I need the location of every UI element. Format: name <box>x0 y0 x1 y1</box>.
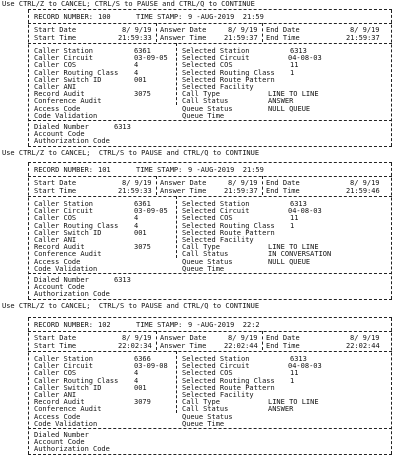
caller-divider <box>28 120 392 121</box>
time-stamp-label: TIME STAMP: <box>136 13 183 21</box>
caller-switch-id-label: Caller Switch ID <box>34 228 102 237</box>
access-code-label: Access Code <box>34 257 81 266</box>
end-time-label: End Time <box>266 187 300 195</box>
end-time: 21:59:37 <box>346 34 380 42</box>
end-date-label: End Date <box>266 179 300 187</box>
selected-cos: 11 <box>290 214 299 223</box>
date-col-divider <box>262 331 263 350</box>
dialed-number-label: Dialed Number <box>34 123 89 131</box>
caller-circuit: 03-09-08 <box>134 362 168 371</box>
access-code-label: Access Code <box>34 104 81 113</box>
caller-cos: 4 <box>134 214 139 223</box>
caller-station: 6366 <box>134 355 151 363</box>
caller-ani-label: Caller ANI <box>34 83 77 91</box>
authorization-code-label: Authorization Code <box>34 290 110 298</box>
caller-station-label: Caller Station <box>34 200 94 208</box>
call-status-label: Call Status <box>182 250 229 259</box>
call-record <box>28 317 392 455</box>
selected-routing-class: 1 <box>290 68 295 77</box>
start-time: 22:02:34 <box>118 342 152 350</box>
end-time-label: End Time <box>266 342 300 350</box>
record-audit: 3075 <box>134 243 151 252</box>
authorization-code-label: Authorization Code <box>34 137 110 145</box>
start-time-label: Start Time <box>34 187 77 195</box>
answer-time: 21:59:37 <box>224 187 258 195</box>
queue-time-label: Queue Time <box>182 264 225 273</box>
queue-time-label: Queue Time <box>182 111 225 120</box>
end-time: 21:59:46 <box>346 187 380 195</box>
answer-date: 8/ 9/19 <box>228 26 258 34</box>
record-right-border <box>391 318 392 454</box>
answer-date-label: Answer Date <box>160 179 207 187</box>
end-time-label: End Time <box>266 34 300 42</box>
selected-circuit-label: Selected Circuit <box>182 362 250 371</box>
code-validation-label: Code Validation <box>34 264 98 273</box>
record-left-border <box>28 163 29 299</box>
caller-selected-divider <box>176 43 177 105</box>
selected-circuit-label: Selected Circuit <box>182 54 250 63</box>
end-time: 22:02:44 <box>346 342 380 350</box>
caller-circuit-label: Caller Circuit <box>34 207 94 216</box>
caller-station: 6361 <box>134 47 151 55</box>
call-status: IN CONVERSATION <box>268 250 332 259</box>
start-time: 21:59:33 <box>118 187 152 195</box>
selected-routing-class-label: Selected Routing Class <box>182 221 275 230</box>
caller-routing-class: 4 <box>134 221 139 230</box>
selected-cos: 11 <box>290 369 299 378</box>
call-type-label: Call Type <box>182 243 220 252</box>
conference-audit-label: Conference Audit <box>34 250 102 259</box>
dialed-number-label: Dialed Number <box>34 431 89 439</box>
selected-circuit: 04-08-03 <box>288 54 322 63</box>
call-status-label: Call Status <box>182 405 229 414</box>
record-number-label: RECORD NUMBER: <box>34 166 94 174</box>
caller-routing-class-label: Caller Routing Class <box>34 221 119 230</box>
selected-cos: 11 <box>290 61 299 70</box>
caller-switch-id: 001 <box>134 75 147 84</box>
selected-routing-class: 1 <box>290 376 295 385</box>
start-date: 8/ 9/19 <box>122 179 152 187</box>
record-audit: 3075 <box>134 90 151 99</box>
dates-divider <box>28 351 392 352</box>
queue-status-label: Queue Status <box>182 257 233 266</box>
time-stamp: 9 -AUG-2019 21:59 <box>188 166 264 174</box>
authorization-code-label: Authorization Code <box>34 445 110 453</box>
caller-station-label: Caller Station <box>34 355 94 363</box>
call-record <box>28 162 392 300</box>
call-status: ANSWER <box>268 97 294 106</box>
conference-audit-label: Conference Audit <box>34 97 102 106</box>
record-audit-label: Record Audit <box>34 243 85 252</box>
caller-routing-class-label: Caller Routing Class <box>34 376 119 385</box>
start-time: 21:59:33 <box>118 34 152 42</box>
caller-routing-class-label: Caller Routing Class <box>34 68 119 77</box>
caller-station-label: Caller Station <box>34 47 94 55</box>
record-right-border <box>391 10 392 146</box>
selected-cos-label: Selected COS <box>182 61 233 70</box>
record-audit-label: Record Audit <box>34 90 85 99</box>
selected-cos-label: Selected COS <box>182 369 233 378</box>
caller-cos: 4 <box>134 61 139 70</box>
account-code-label: Account Code <box>34 130 85 138</box>
end-date-label: End Date <box>266 26 300 34</box>
caller-selected-divider <box>176 351 177 413</box>
record-number-label: RECORD NUMBER: <box>34 321 94 329</box>
dates-divider <box>28 196 392 197</box>
start-date-label: Start Date <box>34 179 77 187</box>
start-date-label: Start Date <box>34 26 77 34</box>
call-status: ANSWER <box>268 405 294 414</box>
selected-route-pattern-label: Selected Route Pattern <box>182 383 275 392</box>
end-date: 8/ 9/19 <box>350 179 380 187</box>
answer-date: 8/ 9/19 <box>228 179 258 187</box>
selected-station: 6313 <box>290 47 307 55</box>
answer-time-label: Answer Time <box>160 34 207 42</box>
record-number: 100 <box>98 13 111 21</box>
start-time-label: Start Time <box>34 342 77 350</box>
selected-facility-label: Selected Facility <box>182 83 254 91</box>
conference-audit-label: Conference Audit <box>34 405 102 414</box>
code-validation-label: Code Validation <box>34 111 98 120</box>
caller-switch-id: 001 <box>134 228 147 237</box>
caller-ani-label: Caller ANI <box>34 391 77 399</box>
end-date: 8/ 9/19 <box>350 334 380 342</box>
call-status-label: Call Status <box>182 97 229 106</box>
selected-route-pattern-label: Selected Route Pattern <box>182 228 275 237</box>
caller-ani-label: Caller ANI <box>34 236 77 244</box>
caller-station: 6361 <box>134 200 151 208</box>
queue-status-label: Queue Status <box>182 104 233 113</box>
caller-divider <box>28 428 392 429</box>
record-audit-label: Record Audit <box>34 398 85 407</box>
control-hint: Use CTRL/Z to CANCEL; CTRL/S to PAUSE and CTRL/Q to CONTINUE <box>2 0 255 8</box>
start-date: 8/ 9/19 <box>122 334 152 342</box>
date-col-divider <box>262 176 263 195</box>
caller-cos-label: Caller COS <box>34 61 77 70</box>
queue-status: NULL QUEUE <box>268 104 311 113</box>
date-col-divider <box>156 23 157 42</box>
control-hint: Use CTRL/Z to CANCEL; CTRL/S to PAUSE and CTRL/Q to CONTINUE <box>2 302 260 310</box>
selected-routing-class: 1 <box>290 221 295 230</box>
caller-circuit: 03-09-05 <box>134 207 168 216</box>
control-hint: Use CTRL/Z to CANCEL; CTRL/S to PAUSE and CTRL/Q to CONTINUE <box>2 149 260 157</box>
access-code-label: Access Code <box>34 412 81 421</box>
queue-status: NULL QUEUE <box>268 257 311 266</box>
selected-route-pattern-label: Selected Route Pattern <box>182 75 275 84</box>
record-audit: 3079 <box>134 398 151 407</box>
account-code-label: Account Code <box>34 438 85 446</box>
answer-time-label: Answer Time <box>160 187 207 195</box>
caller-routing-class: 4 <box>134 68 139 77</box>
call-type: LINE TO LINE <box>268 243 319 252</box>
time-stamp-label: TIME STAMP: <box>136 321 183 329</box>
selected-circuit: 04-08-03 <box>288 362 322 371</box>
time-stamp: 9 -AUG-2019 21:59 <box>188 13 264 21</box>
record-left-border <box>28 10 29 146</box>
caller-circuit-label: Caller Circuit <box>34 362 94 371</box>
caller-circuit-label: Caller Circuit <box>34 54 94 63</box>
account-code-label: Account Code <box>34 283 85 291</box>
time-stamp-label: TIME STAMP: <box>136 166 183 174</box>
record-number: 101 <box>98 166 111 174</box>
start-date: 8/ 9/19 <box>122 26 152 34</box>
caller-circuit: 03-09-05 <box>134 54 168 63</box>
record-number: 102 <box>98 321 111 329</box>
date-col-divider <box>156 176 157 195</box>
record-left-border <box>28 318 29 454</box>
selected-circuit: 04-08-03 <box>288 207 322 216</box>
caller-routing-class: 4 <box>134 376 139 385</box>
answer-date-label: Answer Date <box>160 26 207 34</box>
caller-selected-divider <box>176 196 177 258</box>
header-divider <box>28 23 392 24</box>
queue-time-label: Queue Time <box>182 419 225 428</box>
call-type: LINE TO LINE <box>268 398 319 407</box>
end-date: 8/ 9/19 <box>350 26 380 34</box>
end-date-label: End Date <box>266 334 300 342</box>
dialed-number: 6313 <box>114 123 131 131</box>
start-date-label: Start Date <box>34 334 77 342</box>
code-validation-label: Code Validation <box>34 419 98 428</box>
record-right-border <box>391 163 392 299</box>
answer-time: 21:59:37 <box>224 34 258 42</box>
selected-station-label: Selected Station <box>182 47 250 55</box>
caller-cos: 4 <box>134 369 139 378</box>
selected-circuit-label: Selected Circuit <box>182 207 250 216</box>
caller-switch-id-label: Caller Switch ID <box>34 75 102 84</box>
caller-switch-id: 001 <box>134 383 147 392</box>
queue-status-label: Queue Status <box>182 412 233 421</box>
date-col-divider <box>156 331 157 350</box>
dates-divider <box>28 43 392 44</box>
record-number-label: RECORD NUMBER: <box>34 13 94 21</box>
selected-facility-label: Selected Facility <box>182 236 254 244</box>
call-type-label: Call Type <box>182 398 220 407</box>
selected-station-label: Selected Station <box>182 200 250 208</box>
call-type-label: Call Type <box>182 90 220 99</box>
selected-facility-label: Selected Facility <box>182 391 254 399</box>
selected-routing-class-label: Selected Routing Class <box>182 68 275 77</box>
time-stamp: 9 -AUG-2019 22:2 <box>188 321 260 329</box>
caller-switch-id-label: Caller Switch ID <box>34 383 102 392</box>
call-type: LINE TO LINE <box>268 90 319 99</box>
selected-cos-label: Selected COS <box>182 214 233 223</box>
date-col-divider <box>262 23 263 42</box>
dialed-number: 6313 <box>114 276 131 284</box>
caller-divider <box>28 273 392 274</box>
call-record <box>28 9 392 147</box>
selected-station-label: Selected Station <box>182 355 250 363</box>
answer-time-label: Answer Time <box>160 342 207 350</box>
answer-date: 8/ 9/19 <box>228 334 258 342</box>
start-time-label: Start Time <box>34 34 77 42</box>
selected-station: 6313 <box>290 355 307 363</box>
selected-station: 6313 <box>290 200 307 208</box>
answer-date-label: Answer Date <box>160 334 207 342</box>
answer-time: 22:02:44 <box>224 342 258 350</box>
selected-routing-class-label: Selected Routing Class <box>182 376 275 385</box>
dialed-number-label: Dialed Number <box>34 276 89 284</box>
caller-cos-label: Caller COS <box>34 369 77 378</box>
header-divider <box>28 176 392 177</box>
header-divider <box>28 331 392 332</box>
caller-cos-label: Caller COS <box>34 214 77 223</box>
